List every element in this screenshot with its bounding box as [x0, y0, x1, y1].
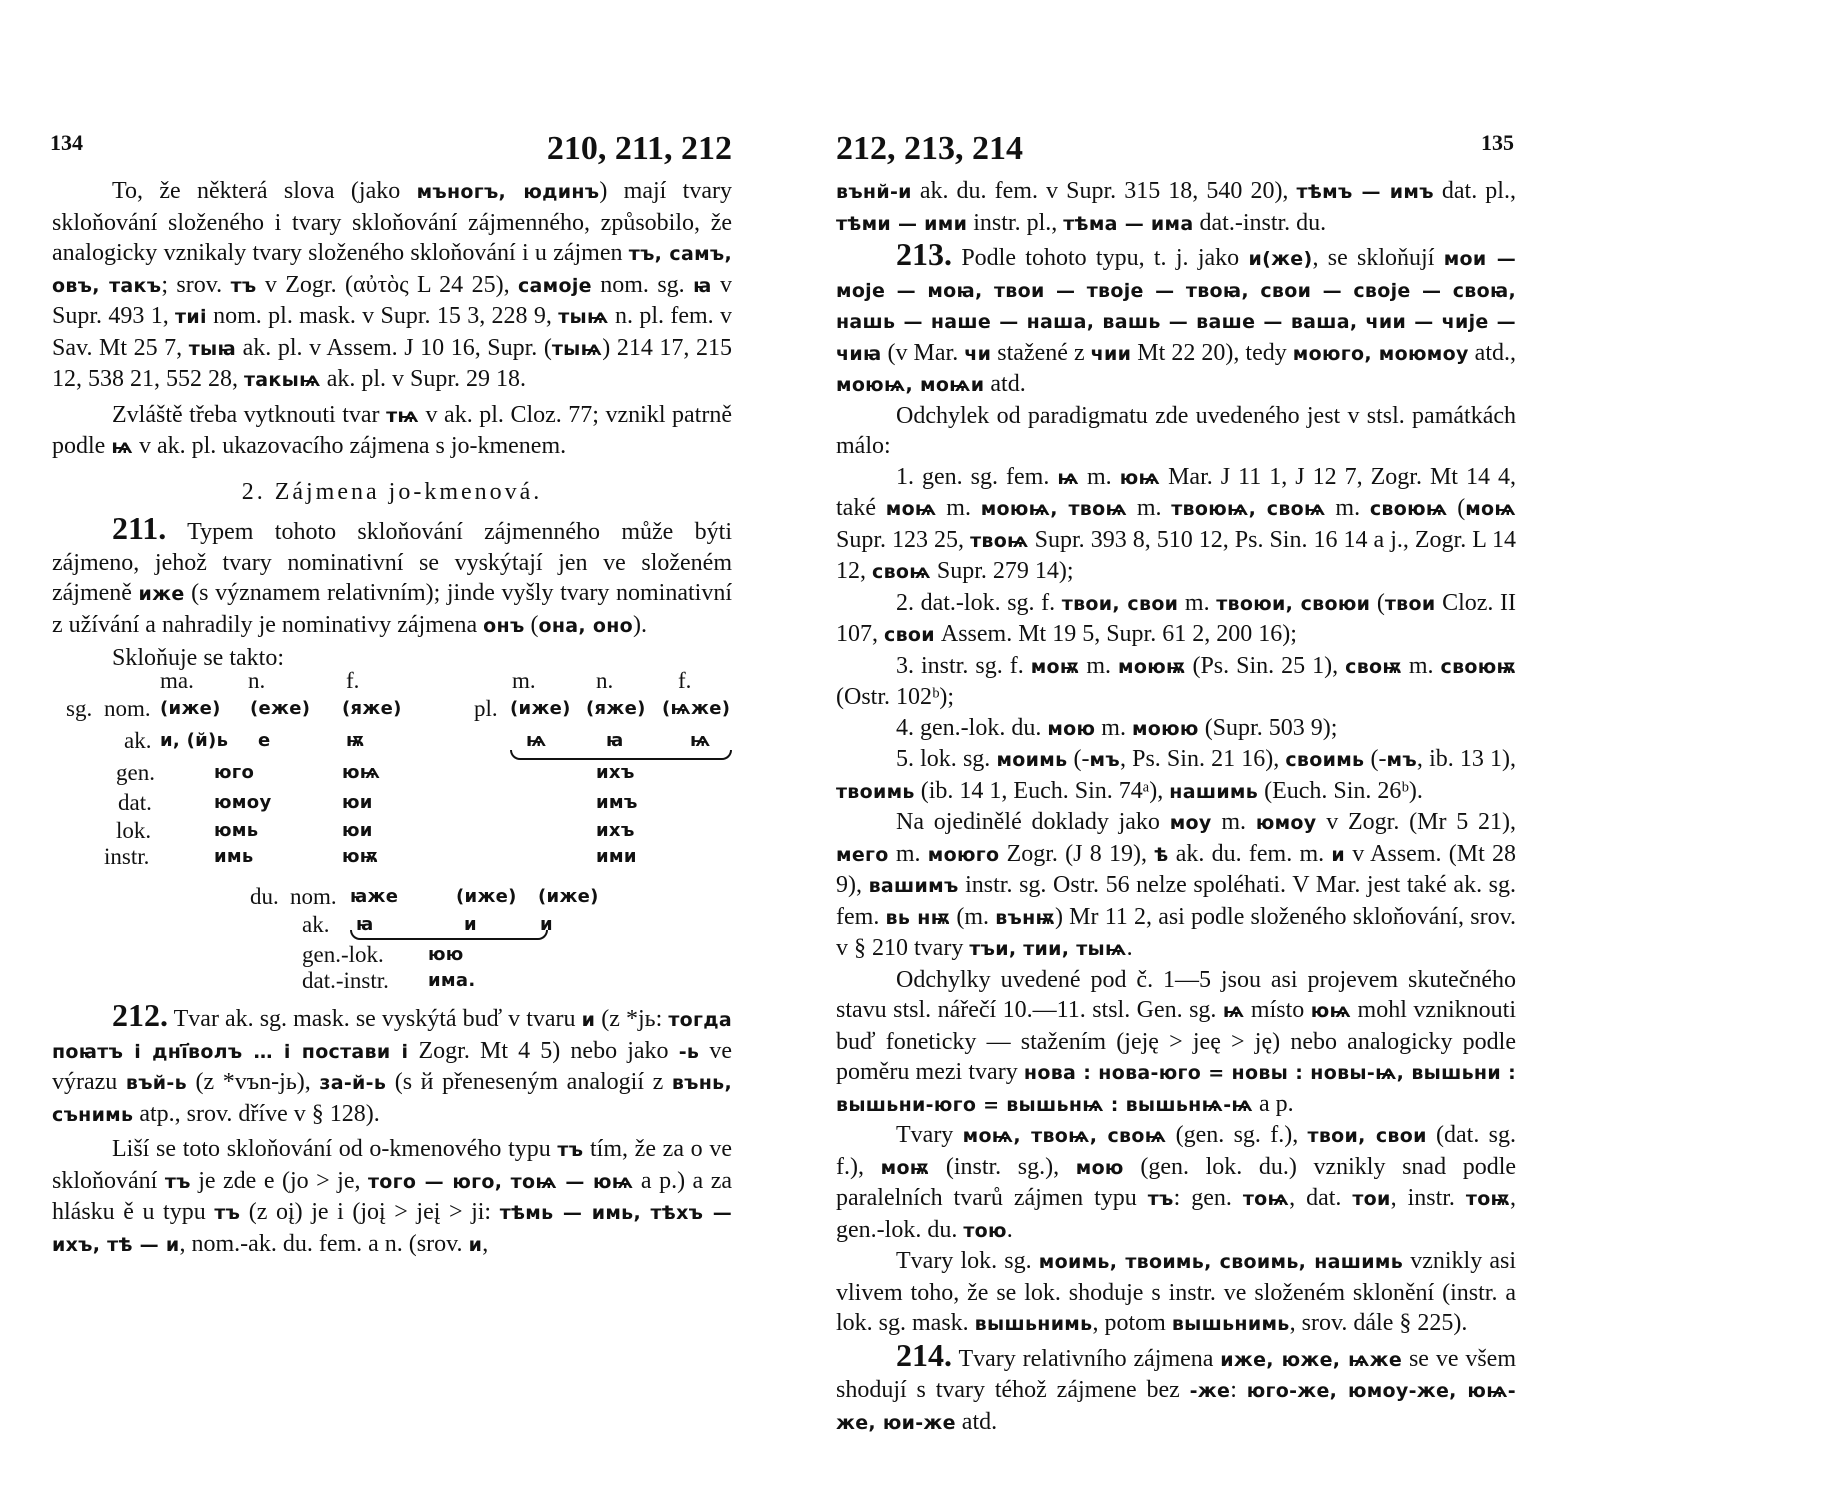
church-slavonic-form: вь нѭ	[885, 906, 951, 929]
church-slavonic-form: онъ	[483, 614, 525, 637]
number-label: du.	[250, 884, 279, 909]
text-run: (instr. sg.),	[929, 1153, 1076, 1180]
church-slavonic-form: мъ	[1386, 749, 1417, 771]
text-run: tím, že za o ve skloňování	[52, 1136, 733, 1194]
church-slavonic-form: тыꙗ	[188, 337, 237, 360]
church-slavonic-form: тоѭ	[1465, 1188, 1510, 1210]
church-slavonic-form: своѩ	[872, 561, 931, 583]
form: юмь	[214, 820, 259, 841]
form: (яже)	[586, 698, 646, 719]
case-label: gen.	[116, 760, 155, 785]
church-slavonic-form: иже, юже, ѩже	[1220, 1348, 1403, 1371]
text-run: Typem tohoto skloňování zájmenného může býti zájmeno, jehož tvary nominativní se vyskýtají jen ve složeném zájmeně	[52, 519, 732, 606]
form: ꙗ	[606, 730, 624, 751]
text-run: atp., srov. dříve v § 128).	[133, 1100, 380, 1127]
right-page	[836, 0, 1844, 1500]
text-run: Supr. 123 25,	[836, 526, 971, 553]
paragraph	[836, 965, 1516, 1121]
church-slavonic-form: тъ	[230, 274, 257, 297]
church-slavonic-form: и(же)	[1248, 248, 1313, 270]
church-slavonic-form: тѣмъ — имъ	[1296, 181, 1434, 203]
form: (иже)	[510, 698, 571, 719]
church-slavonic-form: и	[581, 1009, 596, 1031]
text-run: Supr. 279 14);	[930, 558, 1074, 584]
text-run: mohl vzniknouti buď foneticky — stažením (jeję > jeę > ję) nebo analogicky podle poměru mezi tvary	[836, 997, 1516, 1085]
form: има.	[428, 970, 476, 991]
church-slavonic-form: твоѩ	[970, 529, 1029, 552]
church-slavonic-form: мою	[1047, 717, 1096, 740]
text-run: v Assem. (Mt 28 9),	[836, 840, 1516, 898]
text-run: ak. pl. v Assem. J 10 16, Supr. (	[236, 334, 552, 361]
church-slavonic-form: и	[1331, 843, 1345, 866]
church-slavonic-form: моюго, моюмоу	[1292, 342, 1469, 365]
text-run: m.	[1325, 495, 1370, 521]
paragraph	[836, 1246, 1516, 1340]
form: и	[540, 914, 553, 935]
text-run: atd.,	[1468, 339, 1517, 366]
form: ꙗже	[350, 886, 399, 907]
form: (иже)	[538, 886, 599, 907]
text-run: 4. gen.-lok. du.	[896, 714, 1048, 741]
text-run: m.	[1178, 589, 1217, 616]
text-run: (gen. sg. f.),	[1166, 1122, 1308, 1148]
case-label: nom.	[104, 696, 151, 721]
text-run: m.	[1401, 652, 1441, 679]
form: ими	[596, 846, 637, 867]
form: и	[464, 914, 477, 935]
church-slavonic-form: своимь	[1285, 749, 1365, 771]
list-item	[836, 651, 1516, 713]
text-run: (Ps. Sin. 25 1),	[1185, 652, 1346, 679]
church-slavonic-form: моѭ	[880, 1156, 930, 1179]
church-slavonic-form: ѣ	[1154, 843, 1169, 866]
church-slavonic-form: моюѩ, твоѩ	[980, 498, 1128, 520]
text-run: v ak. pl. ukazovacího zájmena s jo-kmenem.	[132, 433, 567, 459]
church-slavonic-form: нова : нова-юго = новы : новы-ѩ, вышьни : вышьни-юго = вышьнѩ : вышьнѩ-ѩ	[836, 1062, 1516, 1116]
text-run: Zogr. Mt 4 5) nebo jako	[408, 1037, 679, 1064]
text-run: ak. pl. v Supr. 29 18.	[320, 366, 527, 392]
church-slavonic-form: вънѭ	[995, 906, 1055, 929]
text-run: Supr. 393 8, 510 12, Ps. Sin. 16 14 a j., Zogr. L 14 12,	[836, 526, 1516, 584]
list-item	[836, 713, 1516, 745]
text-run: (m.	[950, 903, 996, 930]
column-header: n.	[596, 668, 614, 693]
text-run: (z *jь:	[595, 1006, 669, 1032]
text-run: místo	[1244, 997, 1311, 1023]
church-slavonic-form: моюго	[927, 843, 1000, 866]
brace	[510, 750, 732, 760]
form: имь	[214, 846, 254, 867]
church-slavonic-form: моимь	[996, 749, 1068, 771]
text-run: instr. pl.,	[967, 209, 1064, 236]
text-run: (v Mar.	[881, 339, 965, 366]
section-212	[52, 997, 733, 1130]
text-run: , instr.	[1390, 1185, 1466, 1211]
column-header: n.	[248, 668, 266, 693]
case-label: ak.	[302, 912, 330, 937]
church-slavonic-form: твои, свои	[1307, 1125, 1427, 1147]
church-slavonic-form: вышьнимь	[1171, 1313, 1290, 1335]
text-run: instr. sg. Ostr. 56 nelze spoléhati. V Mar. jest také ak. sg. fem.	[836, 872, 1516, 930]
church-slavonic-form: моѩ	[1465, 498, 1516, 520]
church-slavonic-form: моу	[1169, 812, 1212, 834]
church-slavonic-form: -же	[1189, 1380, 1231, 1402]
text-run: To, že některá slova (jako	[112, 178, 417, 204]
column-header: m.	[512, 668, 536, 693]
text-run: (s й přeneseným analogií z	[386, 1069, 672, 1095]
text-run: v Zogr. (αὐτὸς L 24 25),	[256, 271, 518, 298]
church-slavonic-form: свои	[884, 624, 935, 646]
text-run: Liší se toto skloňování od o-kmenového typu	[112, 1136, 558, 1162]
paragraph	[836, 401, 1516, 462]
text-run: Zogr. (J 8 19),	[999, 840, 1155, 867]
text-run: Cloz. II 107,	[836, 589, 1517, 647]
church-slavonic-form: тыѩ	[558, 306, 609, 328]
church-slavonic-form: моимь, твоимь, своимь, нашимь	[1038, 1251, 1404, 1273]
brace	[350, 930, 548, 940]
church-slavonic-form: тыѩ	[551, 337, 603, 360]
church-slavonic-form: твои	[1384, 592, 1436, 615]
text-run: (z oį) je i (joį > jeį > ji:	[240, 1199, 500, 1225]
text-run: Na ojedinělé doklady jako	[896, 809, 1170, 835]
text-run: (dat. sg. f.),	[836, 1122, 1517, 1180]
church-slavonic-form: ѩ	[1222, 1000, 1245, 1022]
text-run: (ib. 14 1, Euch. Sin. 74ᵃ),	[914, 777, 1170, 804]
text-column	[836, 176, 1516, 1438]
text-run: atd.	[955, 1408, 998, 1435]
text-run: ak. du. fem. v Supr. 315 18, 540 20),	[911, 178, 1297, 204]
text-run: stažené z	[991, 339, 1091, 366]
text-run: Podle tohoto typu, t. j. jako	[961, 245, 1249, 271]
church-slavonic-form: своюѩ	[1369, 498, 1448, 520]
text-run: Zvláště třeba vytknouti tvar	[112, 401, 387, 428]
text-run: :	[1230, 1377, 1247, 1403]
text-run: (	[524, 611, 539, 638]
text-run: , dat.	[1289, 1185, 1353, 1211]
church-slavonic-form: моюѭ	[1118, 655, 1186, 678]
form: (еже)	[250, 698, 311, 719]
text-run: n. pl. fem. v Sav. Mt 25 7,	[52, 303, 733, 361]
text-run: v ak. pl. Cloz. 77; vznikl patrně podle	[52, 401, 732, 459]
case-label: dat.-instr.	[302, 968, 389, 993]
form: ихъ	[596, 820, 635, 841]
church-slavonic-form: моѩ, твоѩ, своѩ	[962, 1125, 1167, 1147]
form: ихъ	[596, 762, 635, 783]
text-run: dat. pl.,	[1433, 178, 1516, 204]
text-run: (Supr. 503 9);	[1198, 714, 1338, 741]
text-run: (s významem relativním); jinde vyšly tvary nominativní z užívání a nahradily je nominativy zájmena	[52, 580, 732, 638]
page-number: 135	[1481, 130, 1514, 155]
text-run: ; srov.	[161, 271, 231, 298]
text-run: m.	[1127, 495, 1172, 521]
paragraph	[52, 1134, 732, 1260]
church-slavonic-form: тогда поꙗтъ і дні҃волъ … і постави і	[52, 1009, 732, 1063]
text-run: 5. lok. sg.	[896, 746, 997, 772]
text-run: (z *vъn-jь),	[186, 1069, 320, 1095]
number-label: pl.	[474, 696, 498, 721]
church-slavonic-form: мою	[1075, 1156, 1124, 1179]
section-number: 214.	[896, 1336, 952, 1373]
text-run: (Ostr. 102ᵇ);	[836, 684, 955, 710]
church-slavonic-form: юмоу	[1255, 812, 1317, 834]
church-slavonic-form: тѩ	[386, 404, 419, 427]
form: юго	[214, 762, 255, 783]
form: (иже)	[456, 886, 517, 907]
church-slavonic-form: тиі	[175, 306, 207, 328]
church-slavonic-form: ѩ	[1057, 466, 1079, 489]
text-run: (-	[1067, 746, 1090, 772]
church-slavonic-form: тъ, самъ, овъ, такъ	[52, 243, 732, 297]
text-run: Tvar ak. sg. mask. se vyskýtá buď v tvaru	[173, 1006, 582, 1032]
section-reference: 210, 211, 212	[546, 130, 732, 167]
church-slavonic-form: мего	[836, 843, 889, 866]
church-slavonic-form: ꙗ	[693, 274, 712, 297]
text-run: , nom.-ak. du. fem. a n. (srov.	[179, 1230, 469, 1257]
form: имъ	[596, 792, 638, 813]
church-slavonic-form: ѩ	[111, 436, 133, 458]
text-run: Assem. Mt 19 5, Supr. 61 2, 200 16);	[934, 621, 1297, 647]
text-run: vznikly asi vlivem toho, že se lok. shoduje s instr. ve složeném sklonění (instr. a lok. sg. mask.	[836, 1248, 1517, 1336]
text-run: ,	[482, 1230, 489, 1257]
text-run: .	[1006, 1216, 1013, 1243]
text-run: m.	[1078, 463, 1120, 490]
church-slavonic-form: вънй-и	[836, 181, 912, 203]
church-slavonic-form: тъи, тии, тыѩ	[969, 938, 1127, 960]
column-header: f.	[678, 668, 692, 693]
form: юи	[342, 792, 373, 813]
text-run: .	[1126, 935, 1133, 961]
section-number: 212.	[112, 997, 168, 1033]
case-label: ak.	[124, 728, 152, 753]
text-run: ve výrazu	[52, 1037, 732, 1095]
form: ѩ	[690, 730, 711, 751]
church-slavonic-form: самоје	[517, 274, 592, 297]
church-slavonic-form: мои — моје — моꙗ, твои — твоје — твоꙗ, свои — своје — своꙗ, нашь — наше — наша, вашь — ваше — ваша, чии — чије — чиꙗ	[836, 248, 1517, 365]
paragraph	[836, 807, 1516, 965]
form: юѭ	[342, 846, 379, 867]
section-number: 213.	[896, 236, 952, 272]
form: ꙗ	[356, 914, 374, 935]
text-run: Mar. J 11 1, J 12 7, Zogr. Mt 14 4, také	[836, 463, 1516, 521]
form: юю	[428, 944, 464, 965]
church-slavonic-form: тъ	[557, 1139, 584, 1161]
form: и, (й)ь	[160, 730, 229, 751]
text-run: (	[1447, 495, 1466, 521]
case-label: dat.	[118, 790, 152, 815]
text-run: nom. pl. mask. v Supr. 15 3, 228 9,	[206, 303, 559, 329]
text-run: se ve všem shodují s tvary téhož zájmene bez	[836, 1345, 1517, 1403]
church-slavonic-form: своюѭ	[1440, 655, 1516, 678]
church-slavonic-form: мъ	[1089, 749, 1120, 771]
church-slavonic-form: тѣмь — имь, тѣхъ — ихъ, тѣ — и	[52, 1202, 733, 1256]
text-run: (	[1370, 589, 1385, 616]
text-run: Tvary	[896, 1122, 963, 1148]
text-run: , gen.-lok. du.	[836, 1185, 1516, 1243]
church-slavonic-form: юѩ	[1310, 1000, 1352, 1022]
church-slavonic-form: въй-ь	[125, 1072, 187, 1094]
church-slavonic-form: твоюи, своюи	[1216, 592, 1371, 615]
church-slavonic-form: моюю	[1131, 717, 1199, 740]
text-run: ) 214 17, 215 12, 538 21, 552 28,	[52, 334, 732, 392]
church-slavonic-form: нашимь	[1169, 780, 1259, 803]
paragraph	[836, 176, 1516, 239]
church-slavonic-form: вашимъ	[868, 875, 959, 897]
church-slavonic-form: она, оно	[538, 614, 633, 637]
church-slavonic-form: моѩ	[885, 498, 937, 520]
text-run: , ib. 13 1),	[1416, 746, 1517, 772]
church-slavonic-form: того — юго, тоѩ — юѩ	[368, 1170, 634, 1193]
case-label: instr.	[104, 844, 150, 869]
form: юѩ	[342, 762, 381, 783]
case-label: gen.-lok.	[302, 942, 384, 967]
text-run: , potom	[1092, 1310, 1172, 1336]
paragraph	[836, 1120, 1516, 1246]
church-slavonic-form: моюѩ, моѩи	[836, 374, 985, 396]
form: ѩ	[526, 730, 547, 751]
church-slavonic-form: твоюѩ, своѩ	[1171, 498, 1326, 520]
text-column-lower	[52, 997, 733, 1260]
church-slavonic-form: своѭ	[1345, 655, 1402, 678]
church-slavonic-form: чии	[1090, 342, 1132, 365]
form: е	[258, 730, 271, 751]
text-run: , srov. dále § 225).	[1289, 1310, 1468, 1336]
section-heading: 2. Zájmena jo-kmenová.	[241, 478, 543, 505]
case-label: nom.	[290, 884, 337, 909]
text-run: v Zogr. (Mr 5 21),	[1316, 809, 1516, 835]
section-number: 211.	[112, 510, 167, 546]
list-item	[836, 588, 1516, 651]
column-header: f.	[346, 668, 360, 693]
text-run: Tvary relativního zájmena	[958, 1345, 1221, 1372]
text-run: Tvary lok. sg.	[896, 1248, 1039, 1274]
text-run: 2. dat.-lok. sg. f.	[896, 589, 1062, 616]
text-run: (gen. lok. du.) vznikly snad podle paralelních tvarů zájmen typu	[836, 1153, 1517, 1211]
text-run: a p.) a za hlásku ě u typu	[52, 1167, 733, 1225]
text-run: m.	[888, 840, 928, 867]
text-run: , se skloňují	[1312, 245, 1444, 271]
church-slavonic-form: и	[468, 1233, 483, 1256]
text-run: a p.	[1253, 1090, 1294, 1117]
form: (ѩже)	[662, 698, 731, 719]
church-slavonic-form: иже	[138, 583, 185, 605]
column-header: ma.	[160, 668, 194, 693]
text-run: , Ps. Sin. 21 16),	[1119, 746, 1286, 772]
section-214	[836, 1336, 1517, 1439]
declension-intro: Skloňuje se takto:	[112, 645, 284, 671]
text-run: 3. instr. sg. f.	[896, 652, 1031, 679]
church-slavonic-form: тою	[963, 1219, 1007, 1242]
text-run: Odchylek od paradigmatu zde uvedeného jest v stsl. památkách málo:	[836, 402, 1516, 459]
church-slavonic-form: вышьнимь	[974, 1313, 1093, 1335]
number-label: sg.	[66, 696, 93, 721]
form: (яже)	[342, 698, 402, 719]
form: юи	[342, 820, 373, 841]
text-run: je zde e (jo > je,	[190, 1167, 368, 1194]
text-run: (Euch. Sin. 26ᵇ).	[1258, 777, 1423, 804]
page-number: 134	[50, 130, 83, 155]
form: юмоу	[214, 792, 272, 813]
church-slavonic-form: тои	[1352, 1188, 1391, 1210]
text-run: m.	[936, 495, 981, 521]
list-item	[836, 744, 1516, 807]
section-213	[836, 236, 1517, 401]
church-slavonic-form: тоѩ	[1242, 1188, 1290, 1210]
church-slavonic-form: вънь, сънимь	[52, 1072, 733, 1126]
form: ѭ	[346, 730, 365, 751]
list-item	[836, 462, 1516, 588]
text-run: (-	[1364, 746, 1387, 772]
text-run: dat.-instr. du.	[1193, 209, 1327, 236]
church-slavonic-form: тѣми — ими	[836, 212, 968, 235]
church-slavonic-form: твои, свои	[1061, 592, 1179, 615]
section-reference: 212, 213, 214	[836, 130, 1023, 167]
text-run: : gen.	[1173, 1185, 1243, 1211]
form: (иже)	[160, 698, 221, 719]
text-run: m.	[1211, 809, 1256, 835]
church-slavonic-form: -ь	[678, 1040, 700, 1063]
text-run: nom. sg.	[591, 271, 694, 298]
text-run: m.	[1079, 652, 1119, 679]
text-run: ) mají tvary skloňování složeného i tvary skloňování zájmenného, způsobilo, že analogicky vznikaly tvary složeného skloňování i u zájmen	[52, 178, 732, 266]
text-run: ).	[633, 611, 647, 638]
text-run: m.	[1095, 714, 1132, 741]
church-slavonic-form: такыѩ	[244, 369, 321, 391]
church-slavonic-form: тѣма — има	[1063, 212, 1194, 235]
church-slavonic-form: тъ	[214, 1202, 241, 1224]
text-run: 1. gen. sg. fem.	[896, 463, 1058, 490]
text-run: ak. du. fem. m.	[1168, 840, 1332, 867]
case-label: lok.	[116, 818, 152, 843]
text-run: atd.	[984, 371, 1026, 397]
text-run: v Supr. 493 1,	[52, 271, 732, 329]
church-slavonic-form: чи	[964, 342, 992, 365]
church-slavonic-form: юѩ	[1119, 466, 1161, 489]
church-slavonic-form: мъногъ, юдинъ	[416, 181, 600, 203]
church-slavonic-form: юго-же, юмоу-же, юѩ-же, юи-же	[836, 1380, 1516, 1434]
church-slavonic-form: тъ	[1147, 1188, 1174, 1210]
church-slavonic-form: за-й-ь	[319, 1072, 387, 1094]
church-slavonic-form: тъ	[164, 1170, 191, 1193]
church-slavonic-form: твоимь	[836, 780, 915, 803]
text-run: ) Mr 11 2, asi podle složeného skloňování, srov. v § 210 tvary	[836, 903, 1517, 961]
text-run: Odchylky uvedené pod č. 1—5 jsou asi projevem skutečného stavu stsl. nářečí 10.—11. stsl. Gen. sg.	[836, 966, 1516, 1023]
text-run: Mt 22 20), tedy	[1131, 339, 1293, 366]
church-slavonic-form: моѭ	[1030, 655, 1080, 678]
